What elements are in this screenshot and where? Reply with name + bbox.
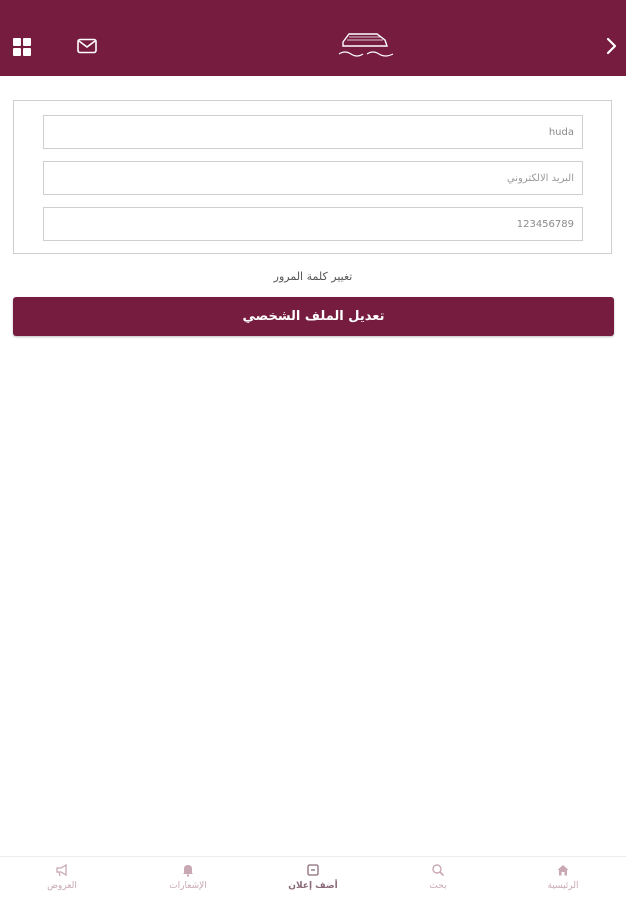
app-logo: [337, 26, 395, 60]
nav-item-home[interactable]: [523, 863, 603, 891]
username-input[interactable]: [43, 115, 583, 149]
top-app-bar: [0, 0, 626, 76]
chevron-right-icon[interactable]: [605, 37, 617, 55]
nav-label-notifications: الإشعارات: [169, 881, 207, 891]
add-post-icon: [306, 863, 320, 877]
nav-label-home: الرئيسية: [547, 881, 579, 891]
search-icon: [431, 863, 445, 877]
phone-input[interactable]: [43, 207, 583, 241]
nav-label-search: بحث: [429, 881, 447, 891]
home-icon: [556, 863, 570, 877]
nav-label-offers: العروض: [47, 881, 77, 891]
nav-label-add-post: أضف إعلان: [288, 881, 338, 891]
email-input[interactable]: [43, 161, 583, 195]
megaphone-icon: [55, 863, 69, 877]
profile-form-card: [13, 100, 612, 254]
nav-item-offers[interactable]: [22, 863, 102, 891]
bottom-navigation: [0, 856, 626, 901]
nav-item-add-post[interactable]: [273, 863, 353, 891]
change-password-link[interactable]: تغيير كلمة المرور: [273, 270, 353, 283]
mail-icon[interactable]: [77, 38, 97, 54]
bell-icon: [181, 863, 195, 877]
edit-profile-button[interactable]: تعديل الملف الشخصي: [13, 297, 614, 336]
nav-item-search[interactable]: [398, 863, 478, 891]
grid-menu-icon[interactable]: [13, 38, 31, 56]
nav-item-notifications[interactable]: [148, 863, 228, 891]
